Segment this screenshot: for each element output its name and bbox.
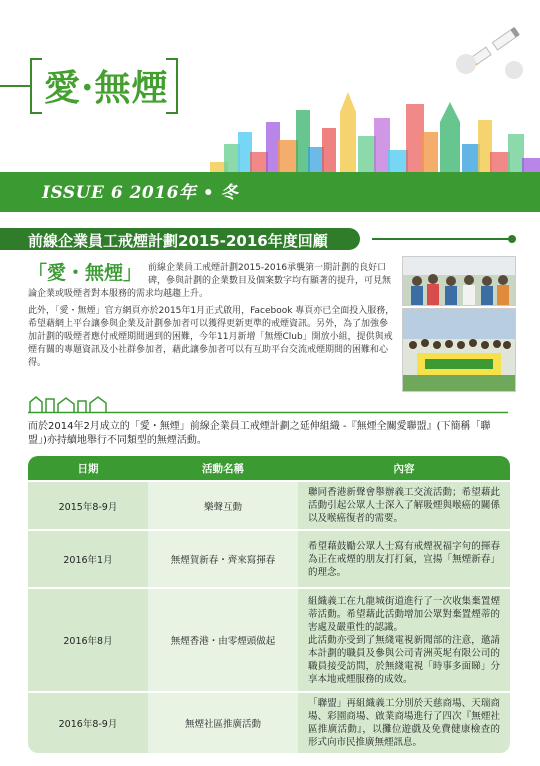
row-activity: 無煙香港・由零煙頭做起 (148, 588, 298, 692)
row-activity: 樂聲互動 (148, 481, 298, 530)
col-header-activity: 活動名稱 (148, 456, 298, 481)
section-heading-text: 前線企業員工戒煙計劃2015-2016年度回顧 (28, 232, 328, 250)
row-date: 2016年8月 (28, 588, 148, 692)
intro-text (28, 262, 396, 374)
intro-paragraph-1: 前線企業員工戒煙計劃2015-2016承襲第一期計劃的良好口碑，參與計劃的企業數目及個案數字均有顯著的提升，可見無論企業或吸煙者對本服務的需求均越趨上升。 (28, 263, 392, 299)
logo-text: 愛·無煙 (44, 67, 169, 109)
row-content: 聯同香港新聲會舉辦義工交流活動；希望藉此活動引起公眾人士深入了解吸煙與喉癌的關係以及喉癌復者的需要。 (298, 481, 510, 530)
table-row (28, 588, 510, 692)
header (0, 0, 540, 212)
section-heading (0, 228, 540, 252)
table-row (28, 481, 510, 530)
activities-table (28, 456, 510, 753)
logo-rule (0, 85, 30, 87)
logo (30, 58, 180, 118)
event-photo-group (402, 256, 516, 306)
col-header-date: 日期 (28, 456, 148, 481)
row-content: 組織義工在九龍城街道進行了一次收集棄置煙蒂活動。希望藉此活動增加公眾對棄置煙蒂的害處及嚴重性的認識。 此活動亦受到了無綫電視新聞部的注意，邀請本計劃的職員及參與公司青洲英坭有限公司的職員接受訪問，於無綫電視「時事多面睇」分享本地戒煙服務的成效。 (298, 588, 510, 692)
table-row (28, 692, 510, 753)
col-header-content: 內容 (298, 456, 510, 481)
row-activity: 無煙賀新春・齊來寫揮春 (148, 530, 298, 588)
lead-paragraph: 而於2014年2月成立的「愛・無煙」前線企業員工戒煙計劃之延伸組織 -『無煙全關愛聯盟』(下簡稱「聯盟」)亦持續地舉行不同類型的無煙活動。 (28, 421, 491, 446)
brand-name: 「愛・無煙」 (28, 262, 143, 284)
row-content: 希望藉鼓勵公眾人士寫有戒煙祝福字句的揮春為正在戒煙的朋友打打氣，宣揚「無煙新春」的理念。 (298, 530, 510, 588)
section-heading-rule (372, 238, 512, 240)
house-divider-decoration (28, 394, 508, 414)
logo-bracket-left (30, 58, 42, 114)
issue-label: ISSUE 6 2016年 • 冬 (42, 183, 239, 203)
row-content: 「聯盟」再組織義工分別於天慈商場、天瑞商場、彩園商場、啟業商場進行了四次『無煙社區推廣活動』，以攤位遊戲及免費健康檢查的形式向市民推廣無煙訊息。 (298, 692, 510, 753)
event-photo-banner (402, 308, 516, 392)
logo-bracket-right (166, 58, 178, 114)
broken-cigarette-icon (452, 14, 532, 84)
row-activity: 無煙社區推廣活動 (148, 692, 298, 753)
intro-paragraph-2: 此外，「愛・無煙」官方網頁亦於2015年1月正式啟用，Facebook 專頁亦已全面投入服務，希望藉網上平台讓參與企業及計劃參加者可以獲得更新更準的戒煙資訊。另外，為了加強參加計劃的吸煙者應付戒煙期間遇到的困難，今年11月新增「無煙Club」開放小組，提供與戒煙有關的專題資訊及小社群參加者，藉此讓參加者可以有互助平台交流戒煙期間的困難和心得。 (28, 306, 395, 368)
row-date: 2016年8-9月 (28, 692, 148, 753)
table-row (28, 530, 510, 588)
row-date: 2016年1月 (28, 530, 148, 588)
row-date: 2015年8-9月 (28, 481, 148, 530)
table-header-row (28, 456, 510, 481)
